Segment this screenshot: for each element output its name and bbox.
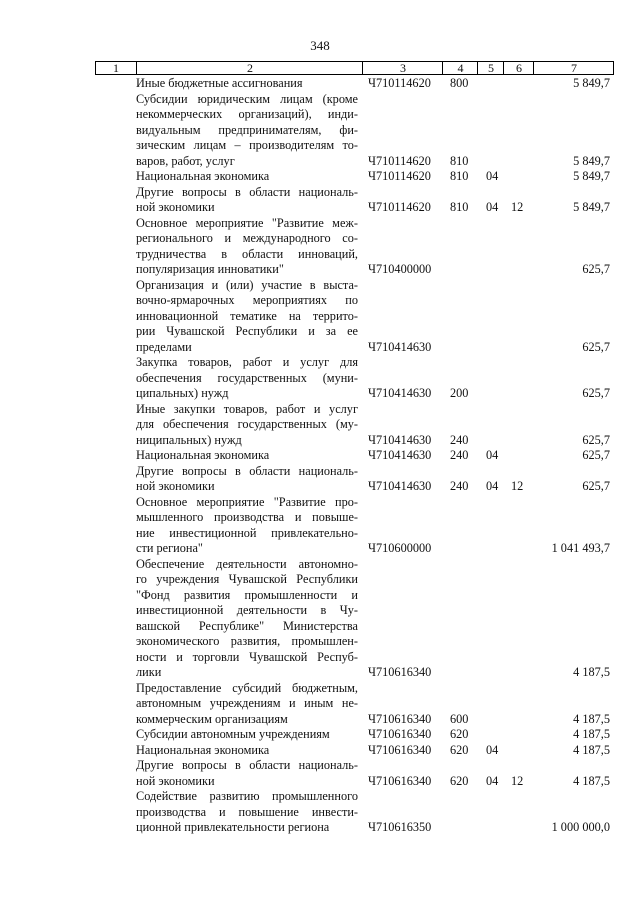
- amount: 4 187,5: [573, 773, 610, 788]
- description-line: Обеспечение деятельности автономно-: [136, 556, 358, 571]
- description-line: некоммерческих организаций), инди-: [136, 107, 358, 121]
- description-line: Основное мероприятие "Развитие меж-: [136, 215, 358, 230]
- description-line: ципальных) нужд: [136, 386, 229, 400]
- description-line: лики: [136, 665, 162, 679]
- expense-type: 620: [450, 742, 469, 757]
- description-line: Организация и (или) участие в выста-: [136, 277, 358, 292]
- amount: 625,7: [582, 339, 610, 354]
- target-code: Ч710616340: [368, 773, 432, 788]
- table-row: [0, 464, 640, 495]
- section: 04: [486, 448, 499, 462]
- description-line: инвестиционной деятельности в Чу-: [136, 603, 358, 617]
- description-line: Предоставление субсидий бюджетным,: [136, 680, 358, 695]
- table-row: [0, 743, 640, 759]
- amount: 5 849,7: [573, 200, 610, 214]
- description-line: Другие вопросы в области националь-: [136, 758, 358, 772]
- table-row: [0, 278, 640, 356]
- row-description: [136, 495, 358, 557]
- section: 04: [486, 742, 499, 757]
- description-line: обеспечения государственных (муни-: [136, 370, 358, 385]
- description-line: инновационной тематике на террито-: [136, 308, 358, 323]
- description-line: видуальным предпринимателям, фи-: [136, 122, 358, 137]
- description-line: ной экономики: [136, 200, 215, 214]
- table-row: [0, 216, 640, 278]
- description-line: ниципальных) нужд: [136, 432, 242, 447]
- target-code: Ч710414630: [368, 479, 432, 493]
- amount: 4 187,5: [573, 711, 610, 726]
- description-line: вашской Республике" Министерства: [136, 618, 358, 633]
- target-code: Ч710414630: [368, 339, 432, 354]
- header-col-6: 6: [503, 62, 534, 74]
- amount: 1 000 000,0: [551, 820, 610, 834]
- description-line: зическим лицам – производителям то-: [136, 138, 358, 152]
- section: 04: [486, 200, 499, 214]
- row-description: [136, 278, 358, 356]
- expense-type: 240: [450, 432, 469, 447]
- table-row: [0, 185, 640, 216]
- description-line: Национальная экономика: [136, 742, 270, 757]
- expense-type: 200: [450, 386, 469, 400]
- expense-type: 240: [450, 448, 469, 462]
- description-line: Национальная экономика: [136, 448, 270, 462]
- expense-type: 800: [450, 76, 469, 90]
- expense-type: 810: [450, 153, 469, 168]
- row-description: [136, 743, 358, 759]
- description-line: Закупка товаров, работ и услуг для: [136, 355, 358, 369]
- amount: 5 849,7: [573, 153, 610, 168]
- description-line: ности и торговли Чувашской Респуб-: [136, 649, 358, 664]
- row-description: [136, 557, 358, 681]
- target-code: Ч710114620: [368, 200, 431, 214]
- amount: 625,7: [582, 386, 610, 400]
- description-line: Иные бюджетные ассигнования: [136, 76, 303, 90]
- amount: 4 187,5: [573, 665, 610, 679]
- description-line: ние инвестиционной привлекательно-: [136, 525, 358, 540]
- amount: 5 849,7: [573, 76, 610, 90]
- row-description: [136, 758, 358, 789]
- description-line: экономического развития, промышлен-: [136, 634, 358, 648]
- amount: 4 187,5: [573, 742, 610, 757]
- row-description: [136, 169, 358, 185]
- header-col-7: 7: [533, 62, 614, 74]
- table-row: [0, 402, 640, 449]
- amount: 4 187,5: [573, 727, 610, 741]
- section: 04: [486, 169, 499, 183]
- description-line: варов, работ, услуг: [136, 153, 235, 168]
- description-line: вочно-ярмарочных мероприятиях по: [136, 293, 358, 307]
- table-row: [0, 758, 640, 789]
- description-line: Субсидии автономным учреждениям: [136, 727, 330, 741]
- description-line: для обеспечения государственных (му-: [136, 417, 358, 431]
- subsection: 12: [511, 479, 524, 493]
- description-line: коммерческим организациям: [136, 711, 288, 726]
- amount: 625,7: [582, 262, 610, 276]
- expense-type: 240: [450, 479, 469, 493]
- expense-type: 810: [450, 169, 469, 183]
- header-col-5: 5: [477, 62, 504, 74]
- row-description: [136, 402, 358, 449]
- target-code: Ч710114620: [368, 153, 431, 168]
- target-code: Ч710414630: [368, 448, 432, 462]
- description-line: "Фонд развития промышленности и: [136, 587, 358, 602]
- target-code: Ч710616340: [368, 727, 432, 741]
- description-line: Другие вопросы в области националь-: [136, 184, 358, 199]
- target-code: Ч710616350: [368, 820, 432, 834]
- expense-type: 620: [450, 727, 469, 741]
- description-line: Другие вопросы в области националь-: [136, 463, 358, 478]
- description-line: ционной привлекательности региона: [136, 820, 330, 834]
- amount: 1 041 493,7: [551, 541, 610, 555]
- row-description: [136, 185, 358, 216]
- subsection: 12: [511, 773, 524, 788]
- description-line: Субсидии юридическим лицам (кроме: [136, 91, 358, 106]
- description-line: рии Чувашской Республики и за ее: [136, 324, 358, 338]
- description-line: регионального и международного со-: [136, 231, 358, 245]
- row-description: [136, 789, 358, 836]
- row-description: [136, 76, 358, 92]
- table-header: [95, 61, 614, 75]
- description-line: ной экономики: [136, 479, 215, 493]
- target-code: Ч710616340: [368, 742, 432, 757]
- table-row: [0, 727, 640, 743]
- row-description: [136, 681, 358, 728]
- description-line: Иные закупки товаров, работ и услуг: [136, 401, 358, 416]
- target-code: Ч710414630: [368, 432, 432, 447]
- table-row: [0, 557, 640, 681]
- page-number: 348: [310, 38, 330, 53]
- target-code: Ч710616340: [368, 711, 432, 726]
- row-description: [136, 464, 358, 495]
- table-row: [0, 355, 640, 402]
- row-description: [136, 355, 358, 402]
- description-line: трудничества в области инноваций,: [136, 246, 358, 261]
- row-description: [136, 727, 358, 743]
- description-line: Содействие развитию промышленного: [136, 789, 358, 803]
- description-line: мышленного производства и повыше-: [136, 510, 358, 524]
- description-line: го учреждения Чувашской Республики: [136, 572, 358, 586]
- amount: 5 849,7: [573, 169, 610, 183]
- description-line: автономным учреждениям и иным не-: [136, 696, 358, 710]
- description-line: сти региона": [136, 541, 203, 555]
- description-line: Основное мероприятие "Развитие про-: [136, 494, 358, 509]
- amount: 625,7: [582, 432, 610, 447]
- target-code: Ч710114620: [368, 76, 431, 90]
- expense-type: 810: [450, 200, 469, 214]
- expense-type: 620: [450, 773, 469, 788]
- table-row: [0, 448, 640, 464]
- row-description: [136, 448, 358, 464]
- table-row: [0, 76, 640, 92]
- amount: 625,7: [582, 448, 610, 462]
- target-code: Ч710114620: [368, 169, 431, 183]
- row-description: [136, 216, 358, 278]
- table-row: [0, 495, 640, 557]
- header-col-1: 1: [113, 61, 119, 75]
- table-row: [0, 681, 640, 728]
- table-row: [0, 169, 640, 185]
- description-line: пределами: [136, 339, 192, 354]
- section: 04: [486, 479, 499, 493]
- table-row: [0, 789, 640, 836]
- row-description: [136, 92, 358, 170]
- section: 04: [486, 773, 499, 788]
- table-row: [0, 92, 640, 170]
- header-col-3: 3: [362, 62, 443, 74]
- description-line: ной экономики: [136, 773, 215, 788]
- target-code: Ч710600000: [368, 541, 432, 555]
- header-col-2: 2: [136, 62, 363, 74]
- expense-type: 600: [450, 711, 469, 726]
- amount: 625,7: [582, 479, 610, 493]
- target-code: Ч710414630: [368, 386, 432, 400]
- subsection: 12: [511, 200, 524, 214]
- header-col-4: 4: [442, 62, 478, 74]
- target-code: Ч710400000: [368, 262, 432, 276]
- target-code: Ч710616340: [368, 665, 432, 679]
- description-line: популяризация инноватики": [136, 262, 284, 276]
- description-line: Национальная экономика: [136, 169, 270, 183]
- description-line: производства и повышение инвести-: [136, 804, 358, 819]
